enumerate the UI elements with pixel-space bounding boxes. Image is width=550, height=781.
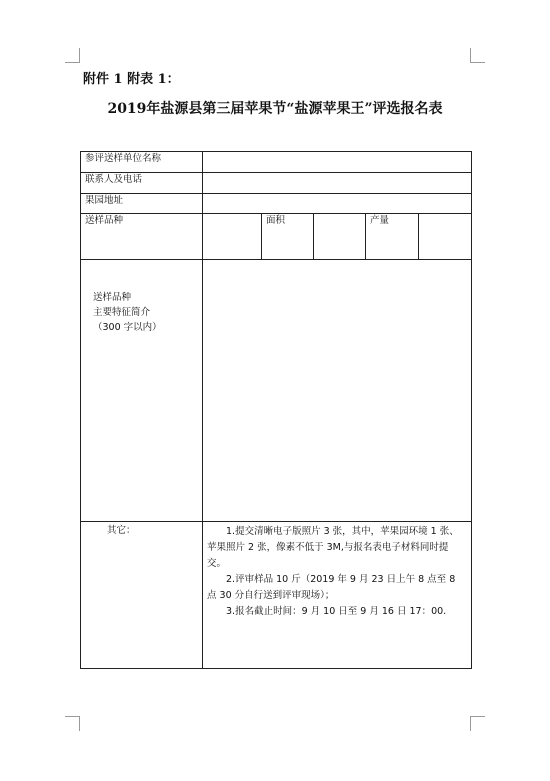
unit-name-field[interactable] [203, 152, 472, 173]
orchard-address-label: 果园地址 [81, 194, 203, 214]
variety-intro-label [81, 260, 203, 522]
registration-form-table [80, 151, 472, 669]
table-row [81, 260, 472, 522]
area-field[interactable] [314, 214, 366, 260]
intro-label-line: （300 字以内） [93, 322, 162, 333]
contact-label: 联系人及电话 [81, 173, 203, 194]
note-item: 2.评审样品 10 斤（2019 年 9 月 23 日上午 8 点至 8 点 30 分自行送到评审现场）； [207, 574, 456, 601]
yield-field[interactable] [419, 214, 472, 260]
orchard-address-field[interactable] [203, 194, 472, 214]
variety-label: 送样品种 [81, 214, 203, 260]
notes-cell [203, 522, 472, 669]
contact-field[interactable] [203, 173, 472, 194]
note-item: 3.报名截止时间：9 月 10 日至 9 月 16 日 17：00. [226, 606, 447, 617]
crop-mark-top-left [65, 48, 80, 63]
crop-mark-top-right [470, 48, 485, 63]
yield-label: 产量 [366, 214, 419, 260]
crop-mark-bottom-right [470, 716, 485, 731]
crop-mark-bottom-left [65, 716, 80, 731]
area-label: 面积 [262, 214, 314, 260]
table-row [81, 522, 472, 669]
unit-name-label: 参评送样单位名称 [81, 152, 203, 173]
intro-label-line: 主要特征简介 [93, 307, 151, 318]
other-label: 其它： [81, 522, 203, 669]
table-row [81, 214, 472, 260]
table-row [81, 152, 472, 173]
variety-field[interactable] [203, 214, 262, 260]
page-title: 2019年盐源县第三届苹果节“盐源苹果王”评选报名表 [107, 101, 443, 117]
table-row [81, 173, 472, 194]
attachment-heading: 附件 1 附表 1： [83, 72, 180, 87]
intro-label-line: 送样品种 [93, 292, 132, 303]
table-row [81, 194, 472, 214]
note-item: 1.提交清晰电子版照片 3 张，其中，苹果园环境 1 张、苹果照片 2 张，像素不低于 3M,与报名表电子材料同时提交。 [207, 526, 459, 569]
variety-intro-field[interactable] [203, 260, 472, 522]
